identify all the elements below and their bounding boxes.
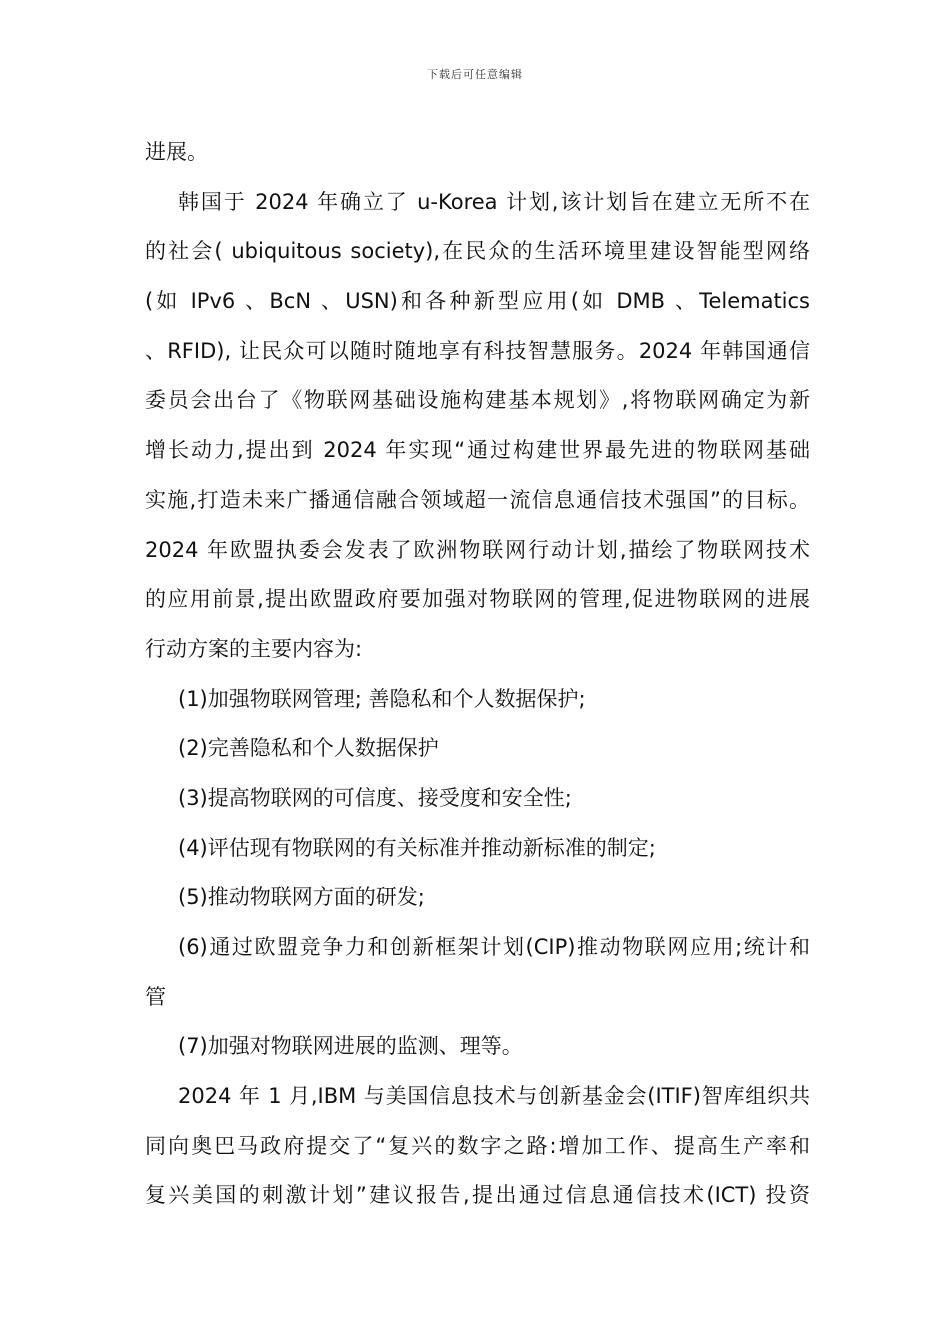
list-item: (1)加强物联网管理; 善隐私和个人数据保护;: [178, 686, 586, 711]
text-line: 、RFID), 让民众可以随时随地享有科技智慧服务。2024 年韩国通信: [145, 338, 810, 363]
text-line: (如 IPv6 、BcN 、USN)和各种新型应用(如 DMB 、Telematics: [145, 289, 810, 314]
text-line: 同向奥巴马政府提交了“复兴的数字之路:增加工作、提高生产率和: [145, 1133, 810, 1158]
text-line: 韩国于 2024 年确立了 u-Korea 计划,该计划旨在建立无所不在: [178, 189, 810, 214]
text-line: 2024 年欧盟执委会发表了欧洲物联网行动计划,描绘了物联网技术: [145, 537, 810, 562]
text-line: 的应用前景,提出欧盟政府要加强对物联网的管理,促进物联网的进展: [145, 587, 810, 612]
list-item: (2)完善隐私和个人数据保护: [178, 736, 439, 761]
text-line: 复兴美国的刺激计划”建议报告,提出通过信息通信技术(ICT) 投资: [145, 1183, 810, 1208]
text-line: 进展。: [145, 140, 208, 164]
text-line: 委员会出台了《物联网基础设施构建基本规划》,将物联网确定为新: [145, 388, 810, 413]
document-body: [145, 130, 810, 1223]
text-line: 实施,打造未来广播通信融合领域超一流信息通信技术强国”的目标。: [145, 487, 810, 512]
text-line: 管: [145, 984, 166, 1009]
page-header: 下载后可任意编辑: [427, 68, 523, 81]
text-line: 行动方案的主要内容为:: [145, 636, 363, 661]
list-item: (5)推动物联网方面的研发;: [178, 885, 425, 910]
list-item: (3)提高物联网的可信度、接受度和安全性;: [178, 785, 572, 810]
list-item: (4)评估现有物联网的有关标准并推动新标准的制定;: [178, 835, 656, 860]
text-line: 2024 年 1 月,IBM 与美国信息技术与创新基金会(ITIF)智库组织共: [178, 1084, 810, 1109]
list-item: (6)通过欧盟竞争力和创新框架计划(CIP)推动物联网应用;统计和: [178, 935, 810, 959]
list-item: (7)加强对物联网进展的监测、理等。: [178, 1034, 523, 1059]
text-line: 增长动力,提出到 2024 年实现“通过构建世界最先进的物联网基础: [145, 438, 810, 463]
text-line: 的社会( ubiquitous society),在民众的生活环境里建设智能型网络: [145, 239, 810, 264]
